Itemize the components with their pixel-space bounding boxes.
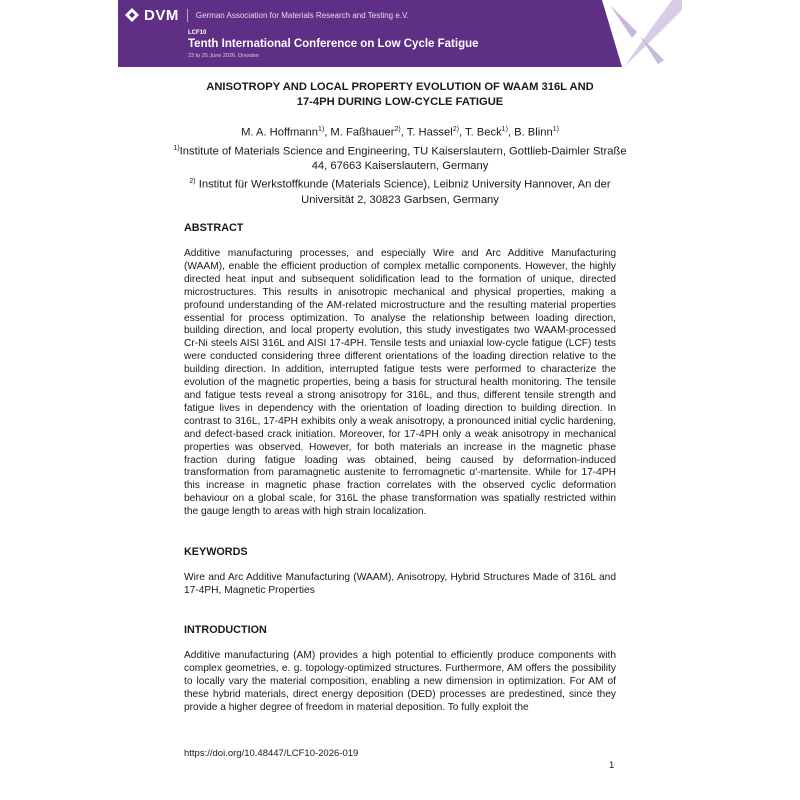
- dvm-logo: [124, 6, 409, 24]
- paper-title: [148, 80, 652, 110]
- organization-name: German Association for Materials Research and Testing e.V.: [195, 10, 409, 20]
- affiliation-mark: 2): [452, 126, 459, 133]
- author-list: M. A. Hoffmann$^{1)}$, M. Faßhauer$^{2)}$, T. Hassel$^{2)}$, T. Beck$^{1)}$, B. Blinn$^{1)}$: [241, 126, 559, 139]
- paper-page: [118, 0, 682, 800]
- author-block: [168, 122, 632, 208]
- keywords-heading: KEYWORDS: [184, 546, 248, 558]
- doi-link[interactable]: https://doi.org/10.48447/LCF10-2026-019: [184, 748, 359, 759]
- conference-code: LCF10: [188, 30, 207, 36]
- introduction-heading: INTRODUCTION: [184, 624, 267, 636]
- dvm-diamond-icon: [124, 7, 140, 23]
- banner-decoration: [602, 0, 682, 67]
- affiliation-mark: 1): [173, 144, 180, 152]
- affiliation-mark: 1): [501, 126, 508, 133]
- affiliation-text: Institut für Werkstoffkunde (Materials Science), Leibniz University Hannover, An der Universität 2, 30823 Garbsen, Germany: [195, 179, 611, 207]
- author-name: T. Beck: [464, 126, 502, 139]
- abstract-heading: ABSTRACT: [184, 222, 244, 234]
- page-number: 1: [609, 760, 615, 771]
- author-name: M. Faßhauer: [330, 126, 395, 139]
- author-name: M. A. Hoffmann: [241, 126, 318, 139]
- conference-date: 23 to 25 June 2026, Dresden: [188, 53, 259, 59]
- conference-banner: [118, 0, 682, 67]
- conference-title: Tenth International Conference on Low Cycle Fatigue: [188, 38, 479, 50]
- keywords-text: Wire and Arc Additive Manufacturing (WAAM), Anisotropy, Hybrid Structures Made of 316L and 17-4PH, Magnetic Properties: [184, 572, 616, 596]
- introduction-text: Additive manufacturing (AM) provides a high potential to efficiently produce components with complex geometries, e. g. topology-optimized structures. Furthermore, AM offers the possibility to locally vary the material composition, enabling a new dimension in optimization. For AM of these hybrid materials, direct energy deposition (DED) processes are predestined, since they provide a higher degree of freedom in material deposition. To fully exploit the: [184, 650, 616, 713]
- abstract-text: Additive manufacturing processes, and especially Wire and Arc Additive Manufacturing (WAAM), enable the efficient production of complex metallic components. However, the highly directed heat input and subsequent solidification lead to the formation of unique, directed microstructures. This results in anisotropic mechanical and physical properties, making a profound understanding of the AM-related microstructure and the resulting material properties essential for process optimization. To analyse the relationship between loading direction, building direction, and local property evolution, this study investigates two WAAM-processed Cr-Ni steels AISI 316L and AISI 17-4PH. Tensile tests and uniaxial low-cycle fatigue (LCF) tests were conducted considering three different orientations of the loading direction relative to the building direction. In addition, interrupted fatigue tests were performed to characterize the evolution of the magnetic properties, being a basis for structural health monitoring. The tensile and fatigue tests reveal a strong anisotropy for 316L, and thus, different tensile strength and fatigue lives in dependency with the orientation of loading direction to building direction. In contrast to 316L, 17-4PH exhibits only a weak anisotropy, a pronounced initial cyclic hardening, and defect-based crack initiation. Moreover, for 17-4PH only a weak anisotropy in mechanical properties was observed. However, for both materials an increase in the magnetic phase fraction during fatigue loading was obtained, being caused by deformation-induced transformation from paramagnetic austenite to ferromagnetic α'-martensite. While for 17-4PH this increase in magnetic phase fraction correlates with the observed cyclic deformation behaviour on a global scale, for 316L the phase transformation was spatially restricted within the gauge length to areas with high strain localization.: [184, 248, 616, 518]
- affiliation-mark: 1): [317, 126, 325, 133]
- affiliation-mark: 1): [552, 126, 559, 133]
- author-name: B. Blinn: [514, 126, 553, 139]
- affiliation-1: [168, 141, 632, 175]
- affiliation-mark: 2): [189, 178, 196, 186]
- author-name: T. Hassel: [406, 126, 453, 139]
- affiliation-text: Institute of Materials Science and Engineering, TU Kaiserslautern, Gottlieb-Daimler Straße 44, 67663 Kaiserslautern, Germany: [179, 145, 627, 173]
- title-line: 17-4PH DURING LOW-CYCLE FATIGUE: [296, 96, 504, 108]
- title-line: ANISOTROPY AND LOCAL PROPERTY EVOLUTION OF WAAM 316L AND: [206, 81, 594, 93]
- brand-name: DVM: [144, 6, 179, 24]
- affiliation-mark: 2): [394, 126, 401, 133]
- logo-divider: [187, 9, 188, 22]
- affiliation-2: [168, 174, 632, 208]
